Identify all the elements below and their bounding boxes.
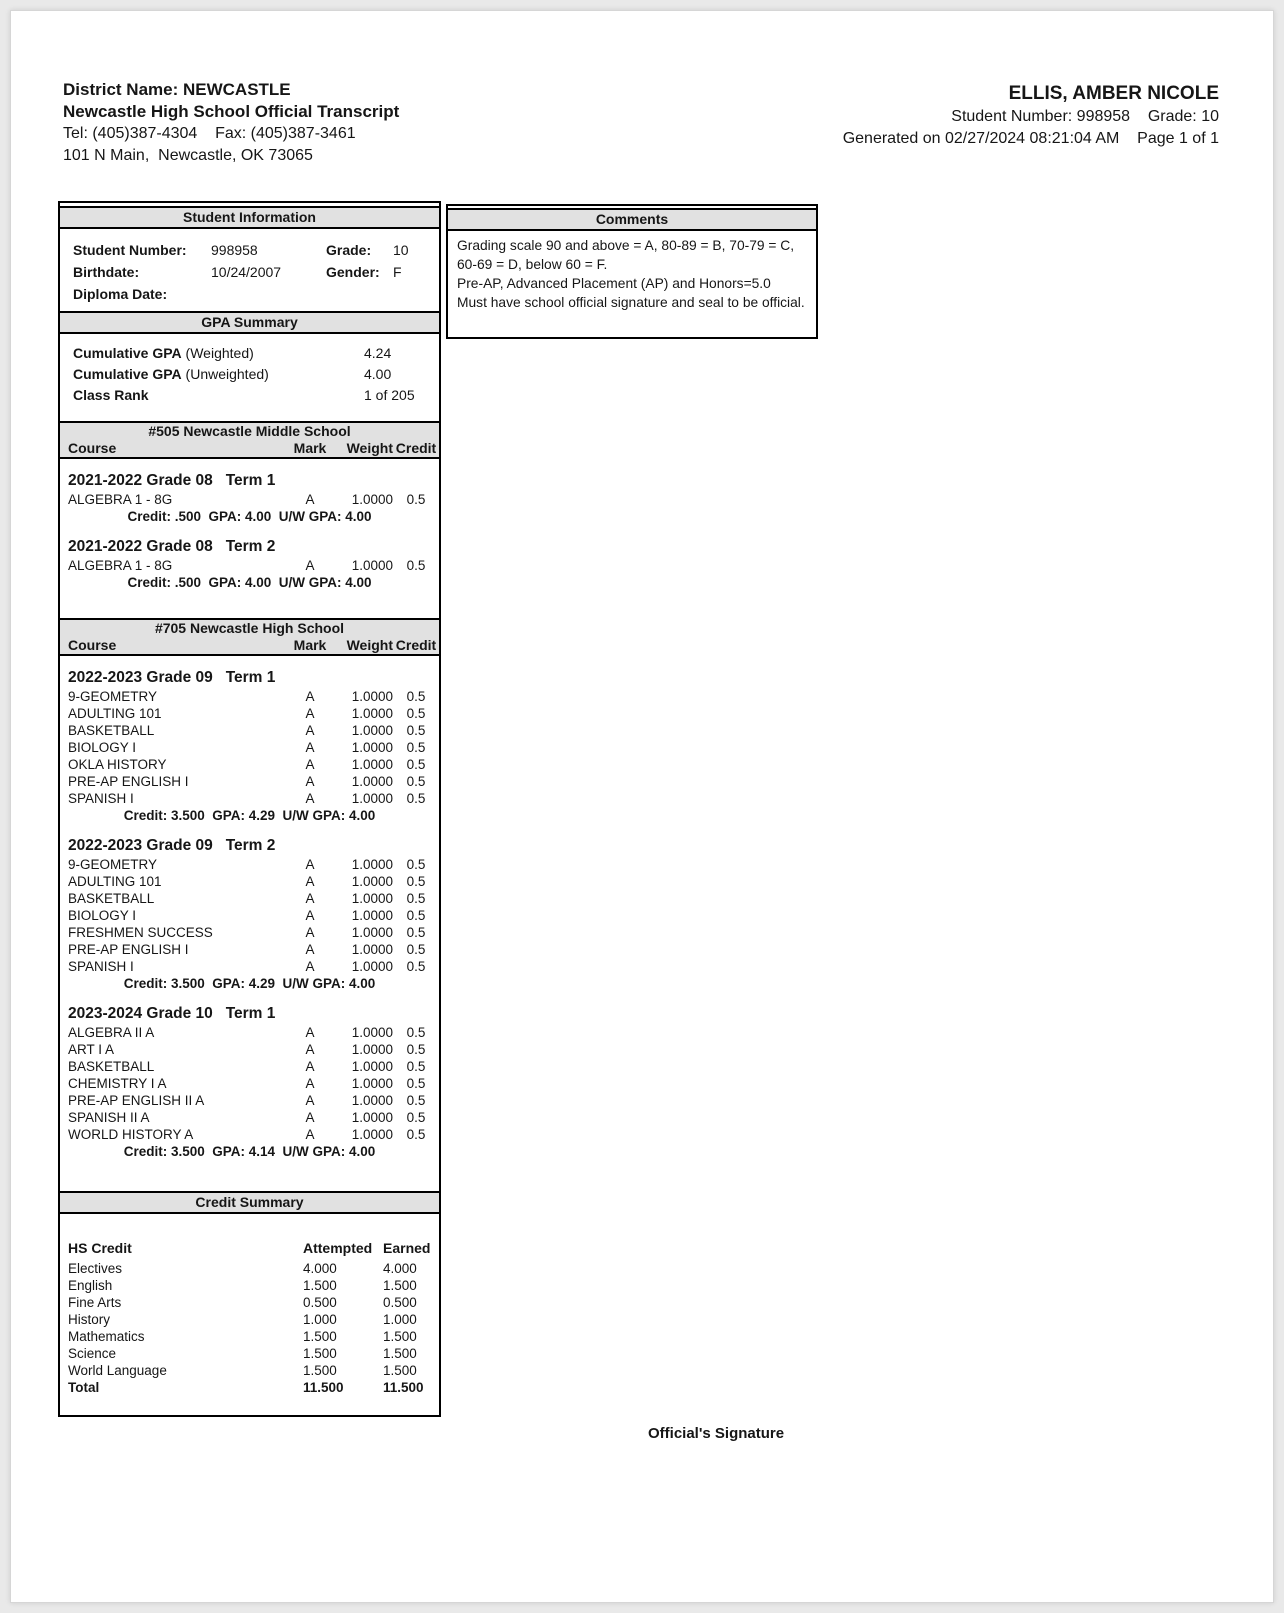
comments-line: Grading scale 90 and above = A, 80-89 = B, 70-79 = C, 60-69 = D, below 60 = F. (457, 238, 795, 272)
header-student-block (843, 81, 1219, 150)
course-row (60, 890, 439, 907)
course-name: BASKETBALL (68, 1059, 155, 1074)
course-name: BIOLOGY I (68, 908, 137, 923)
gpa-summary-body (60, 334, 439, 421)
course-mark: A (305, 1042, 315, 1057)
credit-subject: Fine Arts (68, 1295, 122, 1310)
course-credit: 0.5 (406, 874, 426, 889)
course-weight: 1.0000 (351, 942, 393, 957)
transcript-body (58, 201, 441, 1417)
credit-attempted: 1.500 (303, 1346, 337, 1361)
gpa-row (60, 387, 439, 408)
credit-total-earned: 11.500 (383, 1380, 424, 1395)
gpa-value: 4.24 (364, 345, 392, 361)
school-section-header (60, 618, 439, 656)
column-credit: Credit (395, 440, 437, 456)
course-row (60, 1075, 439, 1092)
credit-attempted: 1.500 (303, 1278, 337, 1293)
course-mark: A (305, 1076, 315, 1091)
credit-attempted: 1.500 (303, 1363, 337, 1378)
address-line: 101 N Main, Newcastle, OK 73065 (63, 147, 313, 164)
course-weight: 1.0000 (351, 1110, 393, 1125)
credit-subject: World Language (68, 1363, 167, 1378)
course-name: PRE-AP ENGLISH I (68, 942, 189, 957)
term-block (60, 836, 439, 992)
student-name: ELLIS, AMBER NICOLE (1008, 83, 1219, 104)
course-credit: 0.5 (406, 558, 426, 573)
course-weight: 1.0000 (351, 757, 393, 772)
header-school-block (63, 79, 399, 167)
course-mark: A (305, 942, 315, 957)
credit-subject: Electives (68, 1261, 123, 1276)
course-row (60, 958, 439, 975)
course-name: 9-GEOMETRY (68, 857, 158, 872)
course-credit: 0.5 (406, 1042, 426, 1057)
course-weight: 1.0000 (351, 908, 393, 923)
field-label: Student Number: (73, 242, 187, 258)
term-summary: Credit: .500 GPA: 4.00 U/W GPA: 4.00 (127, 575, 372, 590)
course-credit: 0.5 (406, 891, 426, 906)
credit-subject: Mathematics (68, 1329, 145, 1344)
term-block (60, 668, 439, 824)
course-credit: 0.5 (406, 757, 426, 772)
course-weight: 1.0000 (351, 1093, 393, 1108)
credit-earned: 1.500 (383, 1278, 417, 1293)
gpa-label: Cumulative GPA (73, 366, 182, 382)
course-row (60, 924, 439, 941)
term-block (60, 537, 439, 591)
field-label: Diploma Date: (73, 286, 168, 302)
course-row (60, 688, 439, 705)
comments-section (446, 204, 818, 339)
term-title: 2021-2022 Grade 08 Term 1 (68, 472, 276, 489)
gpa-qualifier: (Weighted) (181, 345, 254, 361)
course-name: BASKETBALL (68, 891, 155, 906)
course-mark: A (305, 908, 315, 923)
gpa-value: 4.00 (364, 366, 392, 382)
credit-row (60, 1345, 439, 1362)
course-credit: 0.5 (406, 1093, 426, 1108)
course-mark: A (305, 791, 315, 806)
credit-row (60, 1277, 439, 1294)
student-info-row (60, 242, 439, 264)
district-name: District Name: NEWCASTLE (63, 80, 291, 99)
course-weight: 1.0000 (351, 1127, 393, 1142)
gpa-summary-header: GPA Summary (60, 311, 439, 334)
term-summary: Credit: 3.500 GPA: 4.29 U/W GPA: 4.00 (123, 976, 376, 991)
gpa-row (60, 345, 439, 366)
school-title: #505 Newcastle Middle School (148, 423, 351, 439)
course-table-columns (60, 440, 439, 457)
tel-fax-line: Tel: (405)387-4304 Fax: (405)387-3461 (63, 125, 356, 142)
column-course: Course (68, 637, 117, 653)
credit-earned: 4.000 (383, 1261, 417, 1276)
course-table-columns (60, 637, 439, 654)
course-mark: A (305, 1110, 315, 1125)
credit-summary-body (60, 1214, 439, 1396)
course-credit: 0.5 (406, 492, 426, 507)
gpa-label: Cumulative GPA (73, 345, 182, 361)
gpa-qualifier: (Unweighted) (181, 366, 269, 382)
course-credit: 0.5 (406, 791, 426, 806)
credit-total-attempted: 11.500 (303, 1380, 344, 1395)
course-mark: A (305, 558, 315, 573)
student-number-grade-line: Student Number: 998958 Grade: 10 (951, 108, 1219, 125)
course-row (60, 941, 439, 958)
course-weight: 1.0000 (351, 774, 393, 789)
credit-earned: 1.000 (383, 1312, 417, 1327)
credit-subject: Science (68, 1346, 117, 1361)
student-info-row (60, 264, 439, 286)
course-name: BIOLOGY I (68, 740, 137, 755)
student-info-row (60, 286, 439, 308)
course-mark: A (305, 706, 315, 721)
term-title: 2023-2024 Grade 10 Term 1 (68, 1005, 276, 1022)
field-value: 10 (393, 242, 409, 258)
course-row (60, 705, 439, 722)
credit-earned: 0.500 (383, 1295, 417, 1310)
course-weight: 1.0000 (351, 1042, 393, 1057)
course-name: PRE-AP ENGLISH I (68, 774, 189, 789)
course-weight: 1.0000 (351, 857, 393, 872)
course-credit: 0.5 (406, 908, 426, 923)
field-label: Grade: (326, 242, 372, 258)
course-row (60, 557, 439, 574)
school-section-header (60, 421, 439, 459)
course-weight: 1.0000 (351, 740, 393, 755)
credit-row (60, 1362, 439, 1379)
course-row (60, 1041, 439, 1058)
term-summary: Credit: 3.500 GPA: 4.29 U/W GPA: 4.00 (123, 808, 376, 823)
column-weight: Weight (346, 440, 393, 456)
course-credit: 0.5 (406, 1076, 426, 1091)
course-credit: 0.5 (406, 723, 426, 738)
course-name: ADULTING 101 (68, 874, 162, 889)
course-name: CHEMISTRY I A (68, 1076, 167, 1091)
course-mark: A (305, 959, 315, 974)
course-row (60, 1092, 439, 1109)
course-name: ALGEBRA II A (68, 1025, 155, 1040)
course-row (60, 756, 439, 773)
column-course: Course (68, 440, 117, 456)
comments-line: Must have school official signature and seal to be official. (457, 295, 805, 310)
course-weight: 1.0000 (351, 558, 393, 573)
transcript-title: Newcastle High School Official Transcript (63, 102, 400, 121)
course-name: 9-GEOMETRY (68, 689, 158, 704)
course-name: SPANISH II A (68, 1110, 150, 1125)
field-value: F (393, 264, 402, 280)
credit-subject: History (68, 1312, 111, 1327)
credit-row (60, 1294, 439, 1311)
course-row (60, 856, 439, 873)
field-value: 10/24/2007 (211, 264, 282, 280)
course-row (60, 907, 439, 924)
course-credit: 0.5 (406, 740, 426, 755)
student-info-body (60, 229, 439, 311)
course-credit: 0.5 (406, 689, 426, 704)
term-block (60, 1004, 439, 1160)
credit-earned: 1.500 (383, 1329, 417, 1344)
column-weight: Weight (346, 637, 393, 653)
course-weight: 1.0000 (351, 874, 393, 889)
generated-line: Generated on 02/27/2024 08:21:04 AM Page 1 of 1 (842, 130, 1219, 147)
credit-earned: 1.500 (383, 1363, 417, 1378)
credit-attempted: 0.500 (303, 1295, 337, 1310)
course-mark: A (305, 757, 315, 772)
term-title: 2022-2023 Grade 09 Term 1 (68, 669, 276, 686)
course-name: SPANISH I (68, 959, 134, 974)
student-info-header: Student Information (60, 206, 439, 229)
course-mark: A (305, 857, 315, 872)
course-mark: A (305, 891, 315, 906)
comments-line: Pre-AP, Advanced Placement (AP) and Honors=5.0 (457, 276, 771, 291)
course-weight: 1.0000 (351, 1025, 393, 1040)
course-credit: 0.5 (406, 1110, 426, 1125)
course-name: ART I A (68, 1042, 115, 1057)
term-title: 2022-2023 Grade 09 Term 2 (68, 837, 276, 854)
credit-subject: English (68, 1278, 113, 1293)
course-mark: A (305, 874, 315, 889)
credit-total-row (60, 1379, 439, 1396)
credit-attempted: 1.500 (303, 1329, 337, 1344)
course-credit: 0.5 (406, 706, 426, 721)
course-mark: A (305, 492, 315, 507)
course-name: ALGEBRA 1 - 8G (68, 558, 173, 573)
course-row (60, 491, 439, 508)
field-label: Gender: (326, 264, 380, 280)
credit-attempted: 4.000 (303, 1261, 337, 1276)
course-weight: 1.0000 (351, 1076, 393, 1091)
course-weight: 1.0000 (351, 1059, 393, 1074)
comments-header: Comments (448, 208, 816, 231)
course-row (60, 1058, 439, 1075)
course-row (60, 790, 439, 807)
course-weight: 1.0000 (351, 706, 393, 721)
course-mark: A (305, 1127, 315, 1142)
course-name: FRESHMEN SUCCESS (68, 925, 213, 940)
course-name: OKLA HISTORY (68, 757, 167, 772)
gpa-row (60, 366, 439, 387)
credit-attempted: 1.000 (303, 1312, 337, 1327)
course-row (60, 1109, 439, 1126)
course-credit: 0.5 (406, 774, 426, 789)
course-mark: A (305, 925, 315, 940)
course-name: BASKETBALL (68, 723, 155, 738)
course-name: PRE-AP ENGLISH II A (68, 1093, 205, 1108)
course-mark: A (305, 689, 315, 704)
course-weight: 1.0000 (351, 492, 393, 507)
course-row (60, 873, 439, 890)
gpa-label: Class Rank (73, 387, 149, 403)
credit-columns-row (60, 1240, 439, 1260)
course-name: ADULTING 101 (68, 706, 162, 721)
course-name: ALGEBRA 1 - 8G (68, 492, 173, 507)
field-label: Birthdate: (73, 264, 140, 280)
course-weight: 1.0000 (351, 891, 393, 906)
course-row (60, 739, 439, 756)
official-signature-label: Official's Signature (648, 1425, 785, 1442)
course-weight: 1.0000 (351, 791, 393, 806)
course-credit: 0.5 (406, 942, 426, 957)
course-mark: A (305, 1025, 315, 1040)
column-mark: Mark (293, 440, 327, 456)
course-weight: 1.0000 (351, 925, 393, 940)
term-title: 2021-2022 Grade 08 Term 2 (68, 538, 276, 555)
credit-total-label: Total (68, 1380, 100, 1395)
course-name: WORLD HISTORY A (68, 1127, 194, 1142)
course-weight: 1.0000 (351, 959, 393, 974)
credit-summary-header: Credit Summary (60, 1191, 439, 1214)
course-mark: A (305, 740, 315, 755)
column-credit: Credit (395, 637, 437, 653)
credit-row (60, 1260, 439, 1277)
course-row (60, 773, 439, 790)
course-mark: A (305, 1093, 315, 1108)
credit-col-label: HS Credit (68, 1240, 132, 1256)
course-credit: 0.5 (406, 1127, 426, 1142)
course-row (60, 1126, 439, 1143)
course-weight: 1.0000 (351, 723, 393, 738)
course-credit: 0.5 (406, 857, 426, 872)
course-weight: 1.0000 (351, 689, 393, 704)
comments-text (448, 231, 816, 317)
course-mark: A (305, 723, 315, 738)
term-summary: Credit: 3.500 GPA: 4.14 U/W GPA: 4.00 (123, 1144, 376, 1159)
course-credit: 0.5 (406, 1059, 426, 1074)
course-row (60, 1024, 439, 1041)
column-mark: Mark (293, 637, 327, 653)
course-mark: A (305, 1059, 315, 1074)
field-value: 998958 (211, 242, 258, 258)
course-credit: 0.5 (406, 959, 426, 974)
credit-col-earned: Earned (383, 1240, 431, 1256)
credit-row (60, 1328, 439, 1345)
course-name: SPANISH I (68, 791, 134, 806)
course-credit: 0.5 (406, 925, 426, 940)
gpa-value: 1 of 205 (364, 387, 415, 403)
course-row (60, 722, 439, 739)
term-summary: Credit: .500 GPA: 4.00 U/W GPA: 4.00 (127, 509, 372, 524)
credit-earned: 1.500 (383, 1346, 417, 1361)
credit-row (60, 1311, 439, 1328)
school-title: #705 Newcastle High School (154, 620, 345, 636)
term-block (60, 471, 439, 525)
credit-col-attempted: Attempted (303, 1240, 373, 1256)
transcript-page (10, 10, 1274, 1603)
course-credit: 0.5 (406, 1025, 426, 1040)
course-mark: A (305, 774, 315, 789)
